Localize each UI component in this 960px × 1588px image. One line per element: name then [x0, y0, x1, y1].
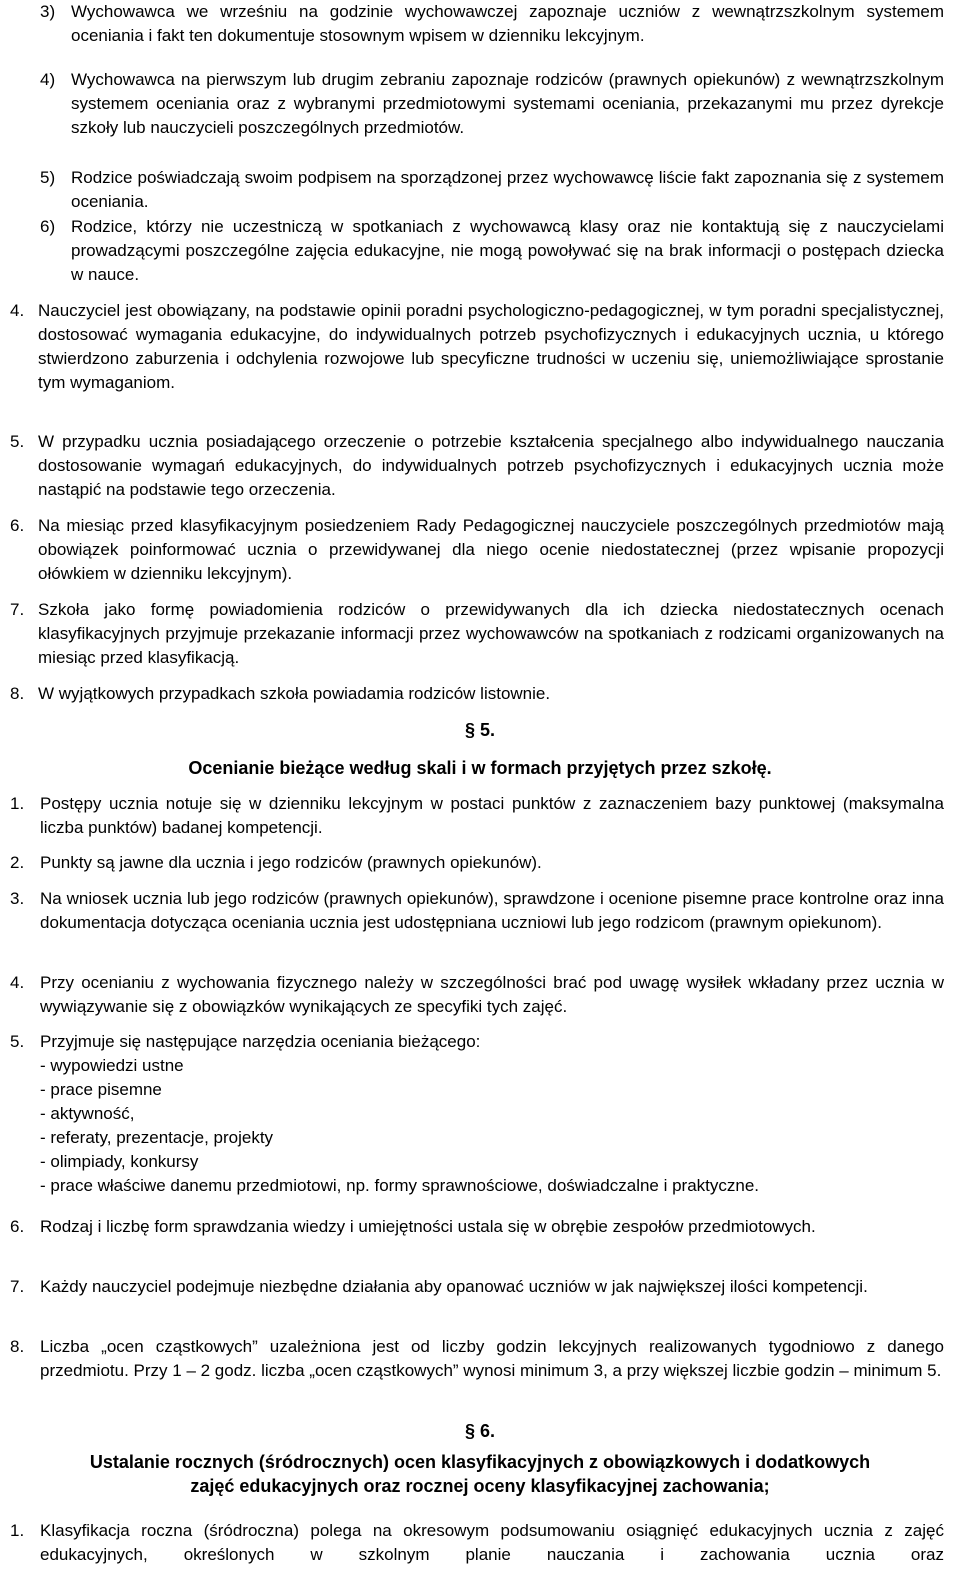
numbered-item-text: Punkty są jawne dla ucznia i jego rodziców (prawnych opiekunów). [40, 853, 542, 872]
section-title: Ocenianie bieżące według skali i w formach przyjętych przez szkołę. [188, 758, 772, 778]
tool-item: - wypowiedzi ustne [40, 1056, 184, 1075]
numbered-item-number: 8. [10, 1337, 25, 1356]
section-number: § 5. [464, 720, 496, 740]
numbered-item-number: 8. [10, 684, 25, 703]
numbered-item-number: 1. [10, 794, 25, 813]
list-item-number: 6) [40, 217, 56, 236]
numbered-item-text: Szkoła jako formę powiadomienia rodziców o przewidywanych dla ich dziecka niedostatecznych ocenach klasyfikacyjnych przyjmuje przekazanie informacji przez wychowawców na spotkaniach z rodzicami organizowanych na miesiąc przed klasyfikacją. [38, 600, 944, 667]
section-title-line-1: Ustalanie rocznych (śródrocznych) ocen klasyfikacyjnych z obowiązkowych i dodatkowych [89, 1452, 871, 1472]
tool-item: - prace właściwe danemu przedmiotowi, np. formy sprawnościowe, doświadczalne i praktyczne. [40, 1176, 760, 1195]
numbered-item-text: Każdy nauczyciel podejmuje niezbędne działania aby opanować uczniów w jak największej ilości kompetencji. [40, 1277, 868, 1296]
numbered-item-text: Nauczyciel jest obowiązany, na podstawie opinii poradni psychologiczno-pedagogicznej, w tym poradni specjalistycznej, dostosować wymagania edukacyjne, do indywidualnych potrzeb psychofizycznych i edukacyjnych ucznia, u którego stwierdzono zaburzenia i odchylenia rozwojowe lub specyficzne trudności w uczeniu się, uniemożliwiające sprostanie tym wymaganiom. [38, 301, 944, 392]
numbered-item-number: 7. [10, 1277, 25, 1296]
numbered-item-number: 2. [10, 853, 25, 872]
tool-item: - olimpiady, konkursy [40, 1152, 199, 1171]
numbered-item-number: 6. [10, 1217, 25, 1236]
numbered-item-number: 7. [10, 600, 25, 619]
numbered-item-text: Postępy ucznia notuje się w dzienniku lekcyjnym w postaci punktów z zaznaczeniem bazy punktowej (maksymalna liczba punktów) badanej kompetencji. [40, 794, 944, 837]
list-item-number: 3) [40, 2, 56, 21]
list-item-text: Wychowawca we wrześniu na godzinie wychowawczej zapoznaje uczniów z wewnątrzszkolnym systemem oceniania i fakt ten dokumentuje stosownym wpisem w dzienniku lekcyjnym. [71, 2, 944, 45]
list-item-number: 4) [40, 70, 56, 89]
tools-list [40, 1030, 944, 1198]
numbered-item-number: 1. [10, 1521, 25, 1540]
numbered-item-number: 3. [10, 889, 25, 908]
numbered-item-text: W przypadku ucznia posiadającego orzeczenie o potrzebie kształcenia specjalnego albo indywidualnego nauczania dostosowanie wymagań edukacyjnych, do indywidualnych potrzeb psychofizycznych i edukacyjnych ucznia może nastąpić na podstawie tego orzeczenia. [38, 432, 944, 499]
tool-item: - referaty, prezentacje, projekty [40, 1128, 274, 1147]
numbered-item-number: 6. [10, 516, 25, 535]
numbered-item-text: Na miesiąc przed klasyfikacyjnym posiedzeniem Rady Pedagogicznej nauczyciele poszczególnych przedmiotów mają obowiązek poinformować ucznia o przewidywanej dla niego ocenie niedostatecznej (przez wpisanie propozycji ołówkiem w dzienniku lekcyjnym). [38, 516, 944, 583]
list-item-text: Wychowawca na pierwszym lub drugim zebraniu zapoznaje rodziców (prawnych opiekunów) z wewnątrzszkolnym systemem oceniania oraz z wybranymi przedmiotowymi systemami oceniania, przekazanymi mu przez dyrekcje szkoły lub nauczycieli poszczególnych przedmiotów. [71, 70, 944, 137]
tool-item: - aktywność, [40, 1104, 135, 1123]
section-title-line-2: zajęć edukacyjnych oraz rocznej oceny klasyfikacyjnej zachowania; [190, 1476, 770, 1496]
numbered-item-number: 4. [10, 973, 25, 992]
numbered-item-text: Rodzaj i liczbę form sprawdzania wiedzy i umiejętności ustala się w obrębie zespołów przedmiotowych. [40, 1217, 816, 1236]
numbered-item-text: W wyjątkowych przypadkach szkoła powiadamia rodziców listownie. [38, 684, 551, 703]
numbered-item-text: Klasyfikacja roczna (śródroczna) polega na okresowym podsumowaniu osiągnięć edukacyjnych ucznia z zajęć edukacyjnych, określonych w szkolnym planie nauczania i zachowania ucznia oraz [40, 1521, 944, 1564]
numbered-item-number: 5. [10, 432, 25, 451]
list-item-number: 5) [40, 168, 56, 187]
numbered-item-number: 4. [10, 301, 25, 320]
numbered-item-text: Przy ocenianiu z wychowania fizycznego należy w szczególności brać pod uwagę wysiłek wkładany przez ucznia w wywiązywanie się z obowiązków wynikających ze specyfiki tych zajęć. [40, 973, 944, 1016]
tools-intro: Przyjmuje się następujące narzędzia oceniania bieżącego: [40, 1032, 481, 1051]
numbered-item-text: Liczba „ocen cząstkowych” uzależniona jest od liczby godzin lekcyjnych realizowanych tygodniowo z danego przedmiotu. Przy 1 – 2 godz. liczba „ocen cząstkowych” wynosi minimum 3, a przy większej liczbie godzin – minimum 5. [40, 1337, 944, 1380]
tool-item: - prace pisemne [40, 1080, 162, 1099]
list-item-text: Rodzice poświadczają swoim podpisem na sporządzonej przez wychowawcę liście fakt zapoznania się z systemem oceniania. [71, 168, 944, 211]
list-item-text: Rodzice, którzy nie uczestniczą w spotkaniach z wychowawcą klasy oraz nie kontaktują się z nauczycielami prowadzącymi poszczególne zajęcia edukacyjne, nie mogą powoływać się na brak informacji o postępach dziecka w nauce. [71, 217, 944, 284]
numbered-item-number: 5. [10, 1032, 25, 1051]
numbered-item-text: Na wniosek ucznia lub jego rodziców (prawnych opiekunów), sprawdzone i ocenione pisemne prace kontrolne oraz inna dokumentacja dotycząca oceniania ucznia jest udostępniana uczniowi lub jego rodzicom (prawnym opiekunom). [40, 889, 944, 932]
section-number: § 6. [464, 1421, 496, 1441]
